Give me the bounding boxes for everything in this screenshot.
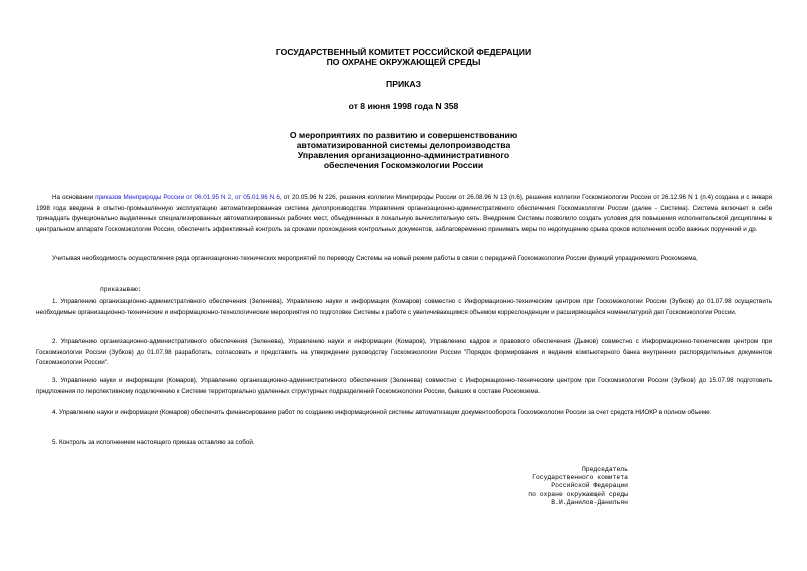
title-line-1: О мероприятиях по развитию и совершенствованию [289,130,518,140]
signature-line-1: Председатель [581,466,628,473]
signature-line-2: Государственного комитета [532,474,628,482]
signature-block [505,466,628,507]
agency-line-2: ПО ОХРАНЕ ОКРУЖАЮЩЕЙ СРЕДЫ [326,57,481,67]
document-date-number: от 8 июня 1998 года N 358 [348,101,459,111]
signature-line-4: по охране окружающей среды [528,490,628,498]
basis-separator: , [231,194,235,201]
basis-prefix: На основании [52,194,96,201]
document-title [100,130,707,170]
order-word: приказываю: [100,286,142,293]
considering-paragraph: Учитывая необходимость осуществления ряда организационно-технических мероприятий по переводу Системы на новый режим работы в связи с передачей Госкомэкологии России функций упраздняемого Роскомзема, [52,255,698,262]
order-item-2: 2. Управлению организационно-административного обеспечения (Зеленева), Управлению науки и информации (Комаров), Управлению кадров и правового обеспечения (Дымов) совместно с Информационно-техническим центром при Госкомэкологии России (Зубков) до 01.07.98 разработать, согласовать и представить на утверждение руководству Госкомэкологии России "Порядок формирования и ведения компьютерного банка внутренних распорядительных документов Госкомэкологии России". [36,338,772,367]
order-item-5: 5. Контроль за исполнением настоящего приказа оставляю за собой. [52,439,255,446]
basis-rest: , от 20.05.96 N 226, решения коллегии Минприроды России от 26.08.96 N 13 (п.6), решения коллегии Госкомэкологии России от 26.12.96 N 1 (п.4) создана и с января 1998 года введена в опытно-промышленную эксплуатацию автоматизированная система делопроизводства Управления организационно-административного обеспечения Госкомэкологии России (далее - Система). Система включает в себя тринадцать функционально выделенных специализированных автоматизированных рабочих мест, объединенных в локальную вычислительную сеть. Внедрение Системы позволило создать условия для повышения исполнительской дисциплины в центральном аппарате Госкомэкологии России, обеспечить эффективный контроль за сроками прохождения контрольных документов, заблаговременно принимать меры по недопущению срыва сроков исполнения особо важных поручений и др. [36,194,773,233]
order-item-3: 3. Управлению науки и информации (Комаров), Управлению организационно-административного обеспечения (Зеленева) совместно с Информационно-техническим центром при Госкомэкологии России (Зубков) до 15.07.98 подготовить предложения по перспективному подключению к Системе территориально удаленных структурных подразделений Госкомэкологии России, бывших в составе Роскомзема. [36,377,772,395]
document-type: ПРИКАЗ [386,79,421,89]
title-line-2: автоматизированной системы делопроизводства [296,140,511,150]
signature-name: В.И.Данилов-Данильян [551,498,628,506]
agency-name [100,47,707,67]
title-line-4: обеспечения Госкомэкологии России [323,160,484,170]
order-item-1: 1. Управлению организационно-административного обеспечения (Зеленева), Управлению науки и информации (Комаров) совместно с Информационно-техническим центром при Госкомэкологии России (Зубков) до 01.07.98 осуществить необходимые организационно-технические и информационно-технологические мероприятия по подготовке Системы к работе с увеличивающимся объемом корреспонденции и расширяющейся номенклатурой дел Госкомэкологии России. [36,298,772,316]
signature-line-3: Российской Федерации [551,482,628,490]
title-line-3: Управления организационно-административного [297,150,510,160]
order-item-4: 4. Управлению науки и информации (Комаров) обеспечить финансирование работ по созданию информационной системы автоматизации документооборота Госкомэкологии России за счет средств НИОКР в полном объеме. [52,409,712,416]
order-link-1995[interactable]: приказов Минприроды России от 06.01.95 N 2 [95,194,232,201]
order-link-1996[interactable]: от 05.01.96 N 6 [234,194,280,201]
agency-line-1: ГОСУДАРСТВЕННЫЙ КОМИТЕТ РОССИЙСКОЙ ФЕДЕРАЦИИ [275,47,532,57]
basis-paragraph [36,193,772,235]
